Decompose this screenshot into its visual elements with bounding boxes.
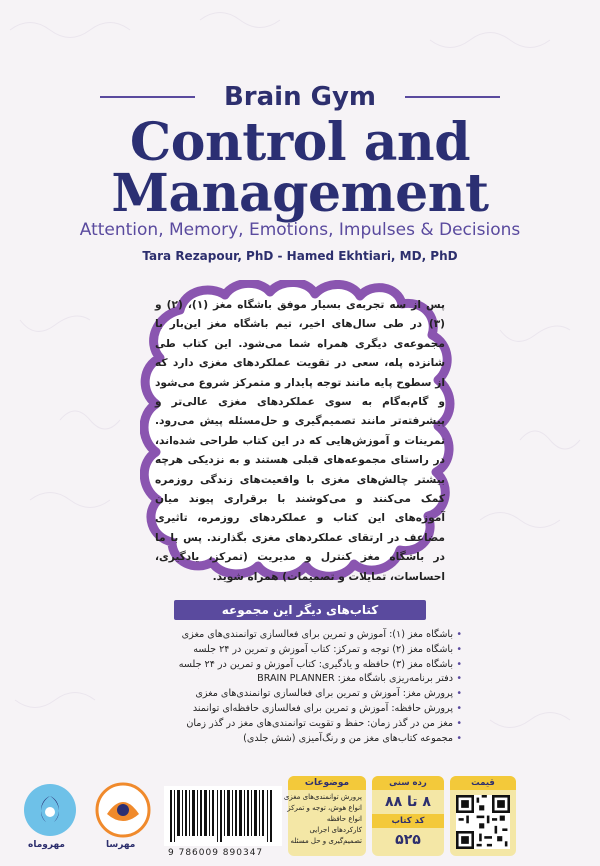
barcode-icon xyxy=(164,786,282,846)
book-subtitle: Attention, Memory, Emotions, Impulses & Decisions xyxy=(79,220,521,240)
price-label: قیمت xyxy=(450,776,516,790)
logo-caption: مهرسا xyxy=(106,840,136,850)
age-label: رده سنی xyxy=(372,776,444,790)
topic-item: تصمیم‌گیری و حل مسئله xyxy=(290,837,362,845)
topic-item: پرورش توانمندی‌های مغزی xyxy=(283,793,362,801)
topic-item: انواع هوش، توجه و تمرکز xyxy=(287,804,362,812)
list-item: • باشگاه مغز (۳) حافظه و یادگیری: کتاب آموزش و تمرین در ۲۴ جلسه xyxy=(152,658,462,673)
other-books-heading xyxy=(174,600,426,620)
list-item: • مجموعه کتاب‌های مغز من و رنگ‌آمیزی (شش جلدی) xyxy=(152,732,462,747)
list-item: • پرورش حافظه: آموزش و تمرین برای فعالسازی حافظه‌ای توانمند xyxy=(152,702,462,717)
logo-caption: مهروماه xyxy=(28,840,65,850)
other-books-list xyxy=(152,628,462,746)
list-item: • مغز من در گذر زمان: حفظ و تقویت توانمندی‌های مغز در گذر زمان xyxy=(152,717,462,732)
series-title: Brain Gym xyxy=(223,82,377,112)
isbn-number: 9 786009 890347 xyxy=(168,848,264,858)
book-description: پس از سه تجربه‌ی بسیار موفق باشگاه مغز (۱)، (۲) و (۳) در طی سال‌های اخیر، تیم باشگاه مغز این‌بار با مجموعه‌ی دیگری همراه شما می‌شود. این کتاب طی شانزده پله، سعی در تقویت عملکردهای مغزی دارد که از سطوح پایه مانند توجه پایدار و متمرکز شروع می‌شود و گام‌به‌گام به سوی عملکردهای مغزی عالی‌تر و پیشرفته‌تر مانند تصمیم‌گیری و حل‌مسئله پیش می‌رود. تمرینات و آموزش‌هایی که در این کتاب طراحی شده‌اند، در راستای مجموعه‌های قبلی هستند و به نزدیکی هرچه بیشتر چالش‌های مغزی با واقعیت‌های زندگی روزمره کمک می‌کنند و می‌کوشند با برقراری پیوند میان آموزه‌های این کتاب و عملکردهای روزمره، تاثیری مضاعف در ارتقای عملکردهای مغزی بگذارند. پس با ما در باشگاه مغز کنترل و مدیریت (تمرکز، یادگیری، احساسات، تمایلات و تصمیمات) همراه شوید. xyxy=(155,299,445,583)
mahroomah-logo-icon xyxy=(22,782,78,838)
divider-line xyxy=(405,96,500,98)
other-books-heading-text: کتاب‌های دیگر این مجموعه xyxy=(221,603,379,617)
mehrsa-logo-icon xyxy=(95,782,151,838)
qr-code-icon xyxy=(456,795,510,849)
list-item: • باشگاه مغز (۲) توجه و تمرکز: کتاب آموزش و تمرین در ۲۴ جلسه xyxy=(152,643,462,658)
book-info-box xyxy=(372,776,444,856)
list-item: • دفتر برنامه‌ریزی باشگاه مغز: BRAIN PLANNER xyxy=(152,672,462,687)
list-item: • باشگاه مغز (۱): آموزش و تمرین برای فعالسازی توانمندی‌های مغزی xyxy=(152,628,462,643)
code-label: کد کتاب xyxy=(372,814,444,828)
topics-list xyxy=(283,790,366,847)
topics-box xyxy=(283,776,366,856)
book-title-line2: Management xyxy=(111,163,489,224)
book-title-line1: Control and xyxy=(129,112,471,173)
authors: Tara Rezapour, PhD - Hamed Ekhtiari, MD, PhD xyxy=(142,249,458,263)
topic-item: کارکردهای اجرایی xyxy=(309,826,362,834)
barcode xyxy=(164,786,282,846)
list-item: • پرورش مغز: آموزش و تمرین برای فعالسازی توانمندی‌های مغزی xyxy=(152,687,462,702)
age-value: ۸ تا ۸۸ xyxy=(385,794,431,810)
series-heading xyxy=(100,82,500,112)
code-value: ۵۲۵ xyxy=(395,832,421,848)
topics-label: موضوعات xyxy=(288,776,366,790)
topic-item: انواع حافظه xyxy=(326,815,362,823)
